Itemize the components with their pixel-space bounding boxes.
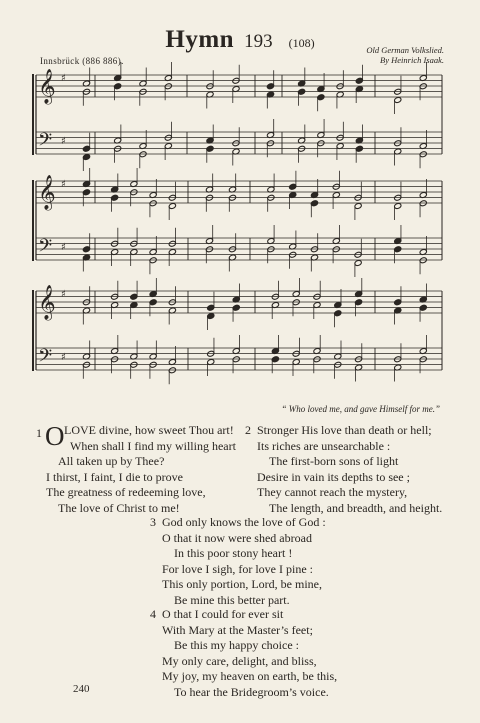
verse-1 [36,420,246,520]
sharp-icon: ♯ [61,73,66,84]
verse-4-line-5: My joy, my heaven on earth, be this, [162,669,338,684]
verse-4-line-3: Be this my happy choice : [174,638,299,653]
verse-2-line-1: Stronger His love than death or hell; [257,423,432,437]
sharp-icon: ♯ [61,289,66,300]
sharp-icon: ♯ [61,242,66,253]
bass-clef-icon: 𝄢 [38,130,53,155]
epigraph: “ Who loved me, and gave Himself for me.” [281,404,440,414]
verse-1-line-4: I thirst, I faint, I die to prove [46,469,183,484]
verse-3-line-5: This only portion, Lord, be mine, [162,577,322,592]
drop-cap: O [45,421,65,451]
verse-number: 3 [150,515,156,529]
verse-number: 1 [36,426,42,440]
verse-2-line-6: The length, and breadth, and height. [269,500,443,515]
verse-1-line-6: The love of Christ to me! [58,500,180,515]
verse-2-line-4: Desire in vain its depths to see ; [257,469,410,484]
verse-number: 4 [150,607,156,621]
treble-clef-icon: 𝄞 [38,285,56,320]
hymn-word: Hymn [165,26,235,53]
tune-name: Innsbrück (886 886). [40,56,124,66]
sharp-icon: ♯ [61,179,66,190]
verse-number: 2 [245,423,251,437]
alt-number: (108) [288,36,315,50]
verse-3-line-6: Be mine this better part. [174,592,290,607]
treble-clef-icon: 𝄞 [38,69,56,104]
verse-1-line-1: LOVE divine, how sweet Thou art! [64,423,234,437]
attribution-line-2: By Heinrich Isaak. [380,55,444,65]
verse-3-line-3: In this poor stony heart ! [174,546,293,561]
page-number: 240 [73,683,90,695]
sharp-icon: ♯ [61,352,66,363]
verse-3-line-1: God only knows the love of God : [162,515,326,529]
verse-4-line-1: O that I could for ever sit [162,607,284,621]
sharp-icon: ♯ [61,136,66,147]
verse-4-line-6: To hear the Bridegroom’s voice. [174,684,329,699]
verse-3-line-2: O that it now were shed abroad [162,530,312,545]
verse-2-line-5: They cannot reach the mystery, [257,485,408,500]
verse-1-line-2: When shall I find my willing heart [70,438,236,453]
bass-clef-icon: 𝄢 [38,346,53,371]
hymn-number: 193 [244,31,273,52]
treble-clef-icon: 𝄞 [38,175,56,210]
verse-2-line-3: The first-born sons of light [269,454,399,469]
verse-3-line-4: For love I sigh, for love I pine : [162,561,313,576]
verse-1-line-3: All taken up by Thee? [58,454,165,468]
verse-1-line-5: The greatness of redeeming love, [46,485,206,500]
bass-clef-icon: 𝄢 [38,236,53,261]
verse-4-line-4: My only care, delight, and bliss, [162,653,317,668]
verse-4-line-2: With Mary at the Master’s feet; [162,622,313,637]
attribution-line-1: Old German Volkslied. [366,45,444,55]
verse-2-line-2: Its riches are unsearchable : [257,438,391,453]
